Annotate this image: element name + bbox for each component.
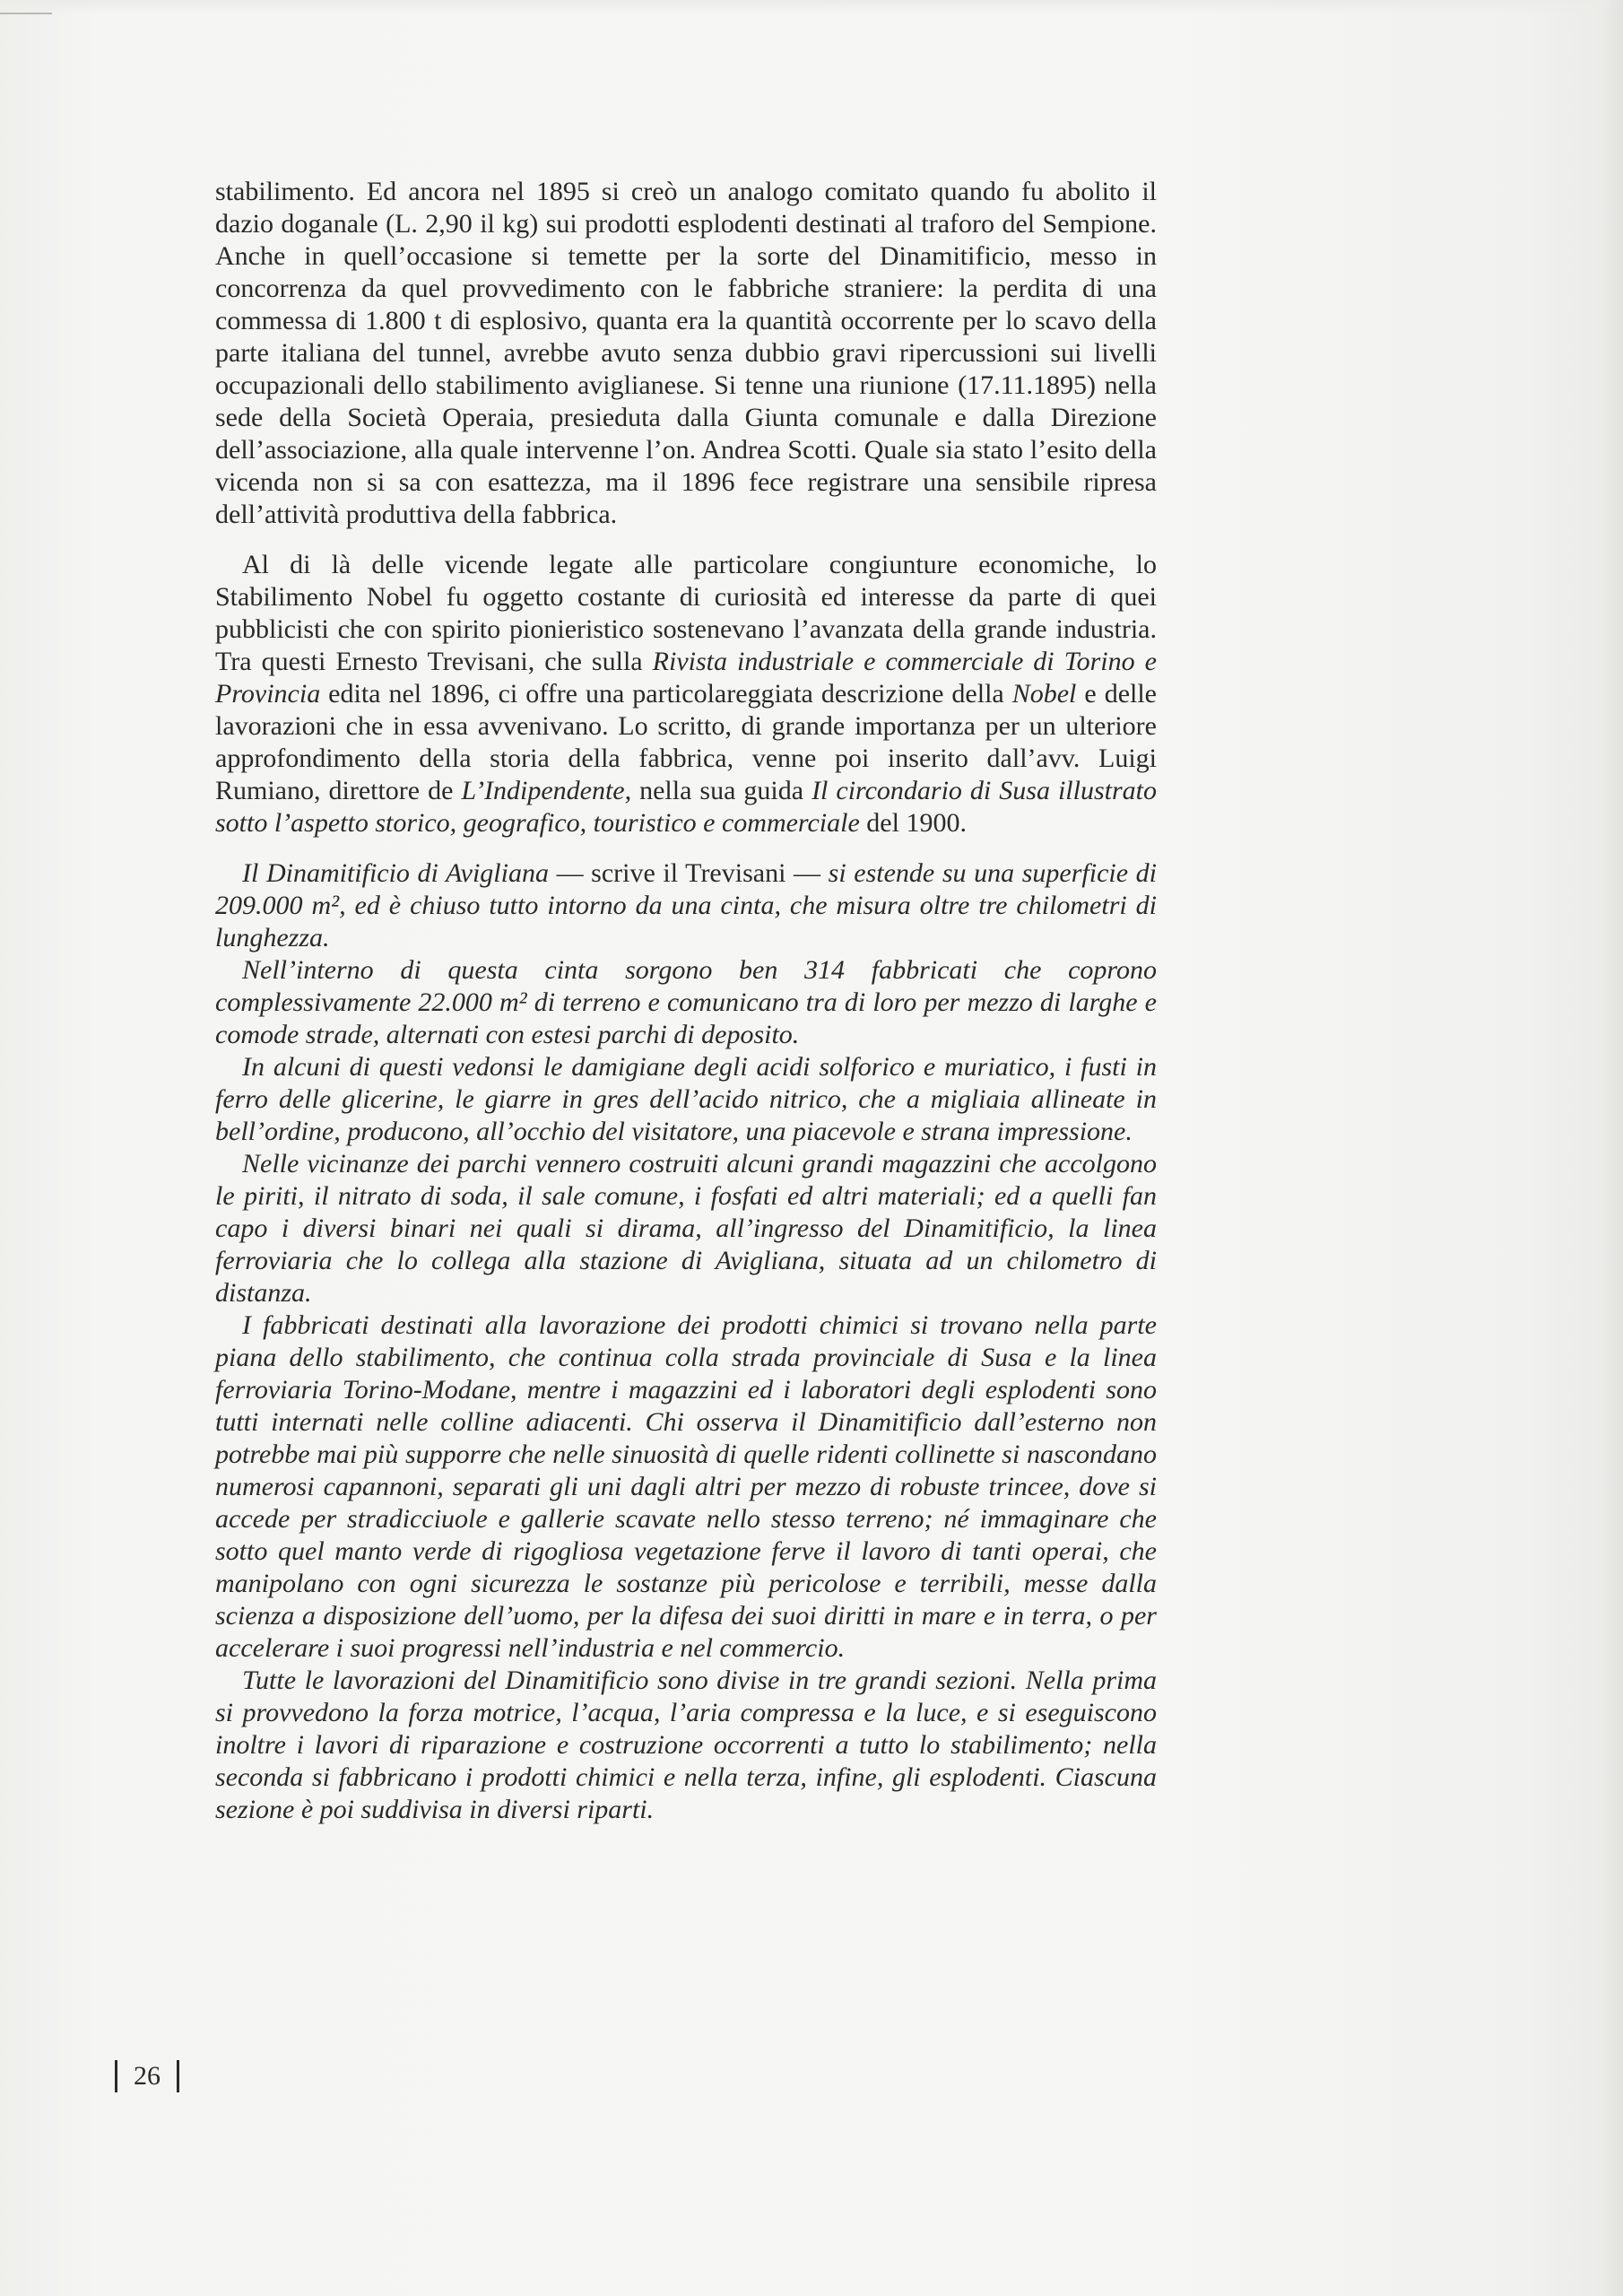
paragraph-2-text: edita nel 1896, ci offre una particolareggiata descrizione della (320, 679, 1012, 709)
quote-text: si estende su una superficie di 209.000 m², (215, 858, 1157, 920)
page-right-shadow (1603, 0, 1623, 2296)
page-number-text: 26 (134, 2061, 161, 2091)
page-top-shadow (0, 0, 1623, 14)
paragraph-2-text: del 1900. (859, 808, 967, 838)
folio-rule-left (115, 2060, 117, 2092)
scan-corner-mark (0, 13, 52, 14)
paragraph-2-text: nella sua guida (631, 776, 812, 805)
page-number (115, 2059, 179, 2093)
quote-paragraph-1 (215, 857, 1157, 954)
paragraph-2-text: Al di là delle vicende legate alle particolare congiunture economiche, lo Stabilimento Nobel fu oggetto costante di curiosità ed interesse da parte di quei pubblicisti che con spirito pionieristico sostenevano l’avanzata della grande industria. Tra questi Ernesto Trevisani, che sulla (215, 550, 1157, 676)
paragraph-2-text: e delle lavorazioni che in essa avvenivano. Lo scritto, di grande importanza per un ulteriore approfondimento della storia della fabbrica, venne poi inserito dall’avv. Luigi Rumiano, direttore de (215, 679, 1157, 805)
quote-paragraph-4: Nelle vicinanze dei parchi vennero costruiti alcuni grandi magazzini che accolgono le piriti, il nitrato di soda, il sale comune, i fosfati ed altri materiali; ed a quelli fan capo i diversi binari nei quali si dirama, all’ingresso del Dinamitificio, la linea ferroviaria che lo collega alla stazione di Avigliana, situata ad un chilometro di distanza. (215, 1149, 1157, 1308)
quote-paragraph-5: I fabbricati destinati alla lavorazione dei prodotti chimici si trovano nella parte piana dello stabilimento, che continua colla strada provinciale di Susa e la linea ferroviaria Torino-Modane, mentre i magazzini ed i laboratori degli esplodenti sono tutti internati nelle colline adiacenti. Chi osserva il Dinamitificio dall’esterno non potrebbe mai più supporre che nelle sinuosità di quelle ridenti collinette si nascondano numerosi capannoni, separati gli uni dagli altri per mezzo di robuste trincee, dove si accede per stradicciuole e gallerie scavate nello stesso terreno; né immaginare che sotto quel manto verde di rigogliosa vegetazione ferve il lavoro di tanti operai, che manipolano con ogni sicurezza le sostanze più pericolose e terribili, messe dalla scienza a disposizione dell’uomo, per la difesa dei suoi diritti in mare e in terra, o per accelerare i suoi progressi nell’industria e nel commercio. (215, 1310, 1157, 1663)
guide-title: Il circondario di Susa illustrato sotto l’aspetto storico, geografico, touristico e commerciale (215, 776, 1157, 838)
quote-text: Il Dinamitificio di Avigliana (242, 858, 549, 888)
quote-paragraph-2: Nell’interno di questa cinta sorgono ben 314 fabbricati che coprono complessivamente 22.000 m² di terreno e comunicano tra di loro per mezzo di larghe e comode strade, alternati con estesi parchi di deposito. (215, 955, 1157, 1049)
newspaper-title: L’Indipendente, (461, 776, 632, 805)
attribution-text: — scrive il Trevisani — (548, 858, 829, 888)
company-name: Nobel (1011, 679, 1077, 709)
folio-rule-right (177, 2060, 179, 2092)
quote-text: ed è chiuso tutto intorno da una cinta, che misura oltre tre chilometri di lunghezza. (215, 891, 1157, 952)
text-column (215, 176, 1157, 1826)
quote-paragraph-6: Tutte le lavorazioni del Dinamitificio sono divise in tre grandi sezioni. Nella prima si provvedono la forza motrice, l’acqua, l’aria compressa e la luce, e si eseguiscono inoltre i lavori di riparazione e costruzione occorrenti a tutto lo stabilimento; nella seconda si fabbricano i prodotti chimici e nella terza, infine, gli esplodenti. Ciascuna sezione è poi suddivisa in diversi riparti. (215, 1665, 1157, 1824)
paragraph-2 (215, 549, 1157, 839)
paragraph-1: stabilimento. Ed ancora nel 1895 si creò un analogo comitato quando fu abolito il dazio doganale (L. 2,90 il kg) sui prodotti esplodenti destinati al traforo del Sempione. Anche in quell’occasione si temette per la sorte del Dinamitificio, messo in concorrenza da quel provvedimento con le fabbriche straniere: la perdita di una commessa di 1.800 t di esplosivo, quanta era la quantità occorrente per lo scavo della parte italiana del tunnel, avrebbe avuto senza dubbio gravi ripercussioni sui livelli occupazionali dello stabilimento aviglianese. Si tenne una riunione (17.11.1895) nella sede della Società Operaia, presieduta dalla Giunta comunale e dalla Direzione dell’associazione, alla quale intervenne l’on. Andrea Scotti. Quale sia stato l’esito della vicenda non si sa con esattezza, ma il 1896 fece registrare una sensibile ripresa dell’attività produttiva della fabbrica. (215, 177, 1157, 529)
journal-title: Rivista industriale e commerciale di Torino e Provincia (215, 647, 1157, 709)
quote-paragraph-3: In alcuni di questi vedonsi le damigiane degli acidi solforico e muriatico, i fusti in ferro delle glicerine, le giarre in gres dell’acido nitrico, che a migliaia allineate in bell’ordine, producono, all’occhio del visitatore, una piacevole e strana impressione. (215, 1052, 1157, 1146)
